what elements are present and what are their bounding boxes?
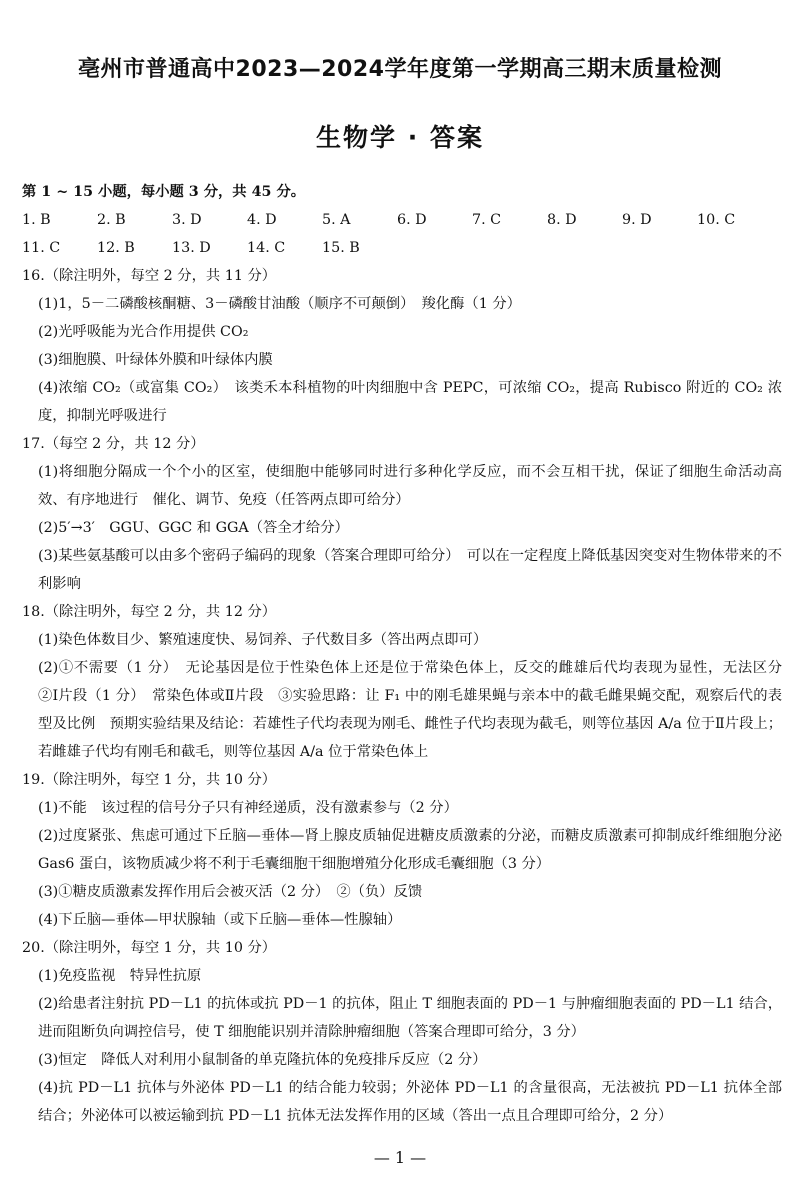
mc-answer: 12. B: [97, 240, 135, 256]
q19-part-2: (2)过度紧张、焦虑可通过下丘脑—垂体—肾上腺皮质轴促进糖皮质激素的分泌，而糖皮质激素可抑制成纤维细胞分泌 Gas6 蛋白，该物质减少将不利于毛囊细胞干细胞增殖分化形成毛囊细胞（3 分）: [38, 828, 782, 872]
mc-answer: 2. B: [97, 212, 126, 228]
q19-part-3: (3)①糖皮质激素发挥作用后会被灭活（2 分） ②（负）反馈: [38, 884, 423, 900]
page-number: — 1 —: [373, 1148, 427, 1167]
mc-answer: 14. C: [247, 240, 286, 256]
q20-part-2: (2)给患者注射抗 PD－L1 的抗体或抗 PD－1 的抗体，阻止 T 细胞表面的 PD－1 与肿瘤细胞表面的 PD－L1 结合，进而阻断负向调控信号，使 T 细胞能识别并清除肿瘤细胞（答案合理即可给分，3 分）: [38, 996, 782, 1040]
mc-answer: 9. D: [622, 212, 652, 228]
q19-part-1: (1)不能 该过程的信号分子只有神经递质，没有激素参与（2 分）: [38, 800, 458, 816]
q18-part-2: (2)①不需要（1 分） 无论基因是位于性染色体上还是位于常染色体上，反交的雌雄后代均表现为显性，无法区分 ②Ⅰ片段（1 分） 常染色体或Ⅱ片段 ③实验思路：让 F₁ 中的刚毛雄果蝇与亲本中的截毛雌果蝇交配，观察后代的表型及比例 预期实验结果及结论：若雄性子代均表现为刚毛、雌性子代均表现为截毛，则等位基因 A/a 位于Ⅱ片段上；若雌雄子代均有刚毛和截毛，则等位基因 A/a 位于常染色体上: [38, 660, 797, 760]
mc-answer: 4. D: [247, 212, 277, 228]
mc-answer: 10. C: [697, 212, 736, 228]
q16-part-1: (1)1，5－二磷酸核酮糖、3－磷酸甘油酸（顺序不可颠倒） 羧化酶（1 分）: [38, 296, 521, 312]
q16-heading: 16.（除注明外，每空 2 分，共 11 分）: [22, 268, 277, 284]
document-title: 亳州市普通高中2023—2024学年度第一学期高三期末质量检测: [78, 57, 722, 82]
q20-part-1: (1)免疫监视 特异性抗原: [38, 968, 202, 984]
mc-answers-row-1: [22, 206, 782, 234]
answer-content: [22, 178, 797, 1130]
q17-part-3: (3)某些氨基酸可以由多个密码子编码的现象（答案合理即可给分） 可以在一定程度上降低基因突变对生物体带来的不利影响: [38, 548, 782, 592]
q19-heading: 19.（除注明外，每空 1 分，共 10 分）: [22, 772, 277, 788]
q16-part-4: (4)浓缩 CO₂（或富集 CO₂） 该类禾本科植物的叶肉细胞中含 PEPC，可浓缩 CO₂，提高 Rubisco 附近的 CO₂ 浓度，抑制光呼吸进行: [38, 380, 782, 424]
mc-answer: 15. B: [322, 240, 360, 256]
mc-answer: 3. D: [172, 212, 202, 228]
mc-answer: 6. D: [397, 212, 427, 228]
q20-part-3: (3)恒定 降低人对利用小鼠制备的单克隆抗体的免疫排斥反应（2 分）: [38, 1052, 487, 1068]
q17-part-2: (2)5′→3′ GGU、GGC 和 GGA（答全才给分）: [38, 520, 349, 536]
mc-answer: 1. B: [22, 212, 51, 228]
mc-answer: 5. A: [322, 212, 351, 228]
q20-part-4: (4)抗 PD－L1 抗体与外泌体 PD－L1 的结合能力较弱；外泌体 PD－L1 的含量很高，无法被抗 PD－L1 抗体全部结合；外泌体可以被运输到抗 PD－L1 抗体无法发挥作用的区域（答出一点且合理即可给分，2 分）: [38, 1080, 782, 1124]
q17-heading: 17.（每空 2 分，共 12 分）: [22, 436, 205, 452]
q18-heading: 18.（除注明外，每空 2 分，共 12 分）: [22, 604, 277, 620]
mc-answer: 11. C: [22, 240, 61, 256]
q19-part-4: (4)下丘脑—垂体—甲状腺轴（或下丘脑—垂体—性腺轴）: [38, 912, 402, 928]
mc-answer: 8. D: [547, 212, 577, 228]
mc-answers-row-2: [22, 234, 782, 262]
q18-part-1: (1)染色体数目少、繁殖速度快、易饲养、子代数目多（答出两点即可）: [38, 632, 488, 648]
mc-answer: 13. D: [172, 240, 211, 256]
document-subtitle: 生物学 · 答案: [316, 123, 484, 152]
q17-part-1: (1)将细胞分隔成一个个小的区室，使细胞中能够同时进行多种化学反应，而不会互相干扰，保证了细胞生命活动高效、有序地进行 催化、调节、免疫（任答两点即可给分）: [38, 464, 782, 508]
q16-part-2: (2)光呼吸能为光合作用提供 CO₂: [38, 324, 249, 340]
mc-heading: 第 1 ~ 15 小题，每小题 3 分，共 45 分。: [22, 184, 306, 200]
mc-answer: 7. C: [472, 212, 502, 228]
q20-heading: 20.（除注明外，每空 1 分，共 10 分）: [22, 940, 277, 956]
q16-part-3: (3)细胞膜、叶绿体外膜和叶绿体内膜: [38, 352, 273, 368]
